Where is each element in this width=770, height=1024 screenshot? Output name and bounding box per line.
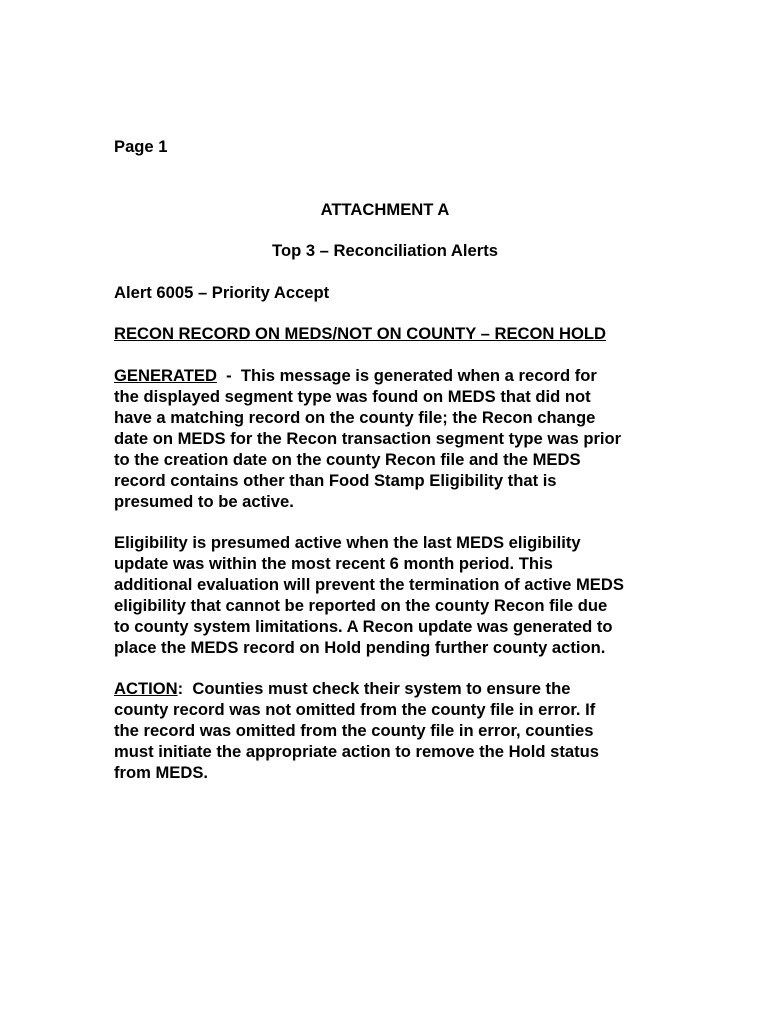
section-heading: RECON RECORD ON MEDS/NOT ON COUNTY – RECON HOLD	[114, 324, 607, 343]
action-line: from MEDS.	[114, 763, 209, 782]
action-line: the record was omitted from the county file in error, counties	[114, 721, 594, 740]
action-first-line	[114, 678, 570, 699]
eligibility-line: place the MEDS record on Hold pending further county action.	[114, 638, 606, 657]
generated-line: have a matching record on the county file; the Recon change	[114, 408, 596, 427]
subtitle: Top 3 – Reconciliation Alerts	[272, 241, 498, 260]
action-line: must initiate the appropriate action to remove the Hold status	[114, 742, 599, 761]
eligibility-line: update was within the most recent 6 month period. This	[114, 554, 553, 573]
eligibility-line: additional evaluation will prevent the termination of active MEDS	[114, 575, 624, 594]
eligibility-line: eligibility that cannot be reported on the county Recon file due	[114, 596, 608, 615]
action-label: ACTION	[114, 679, 178, 698]
attachment-title: ATTACHMENT A	[320, 200, 450, 219]
generated-line: record contains other than Food Stamp Eligibility that is	[114, 471, 557, 490]
eligibility-line: Eligibility is presumed active when the last MEDS eligibility	[114, 533, 581, 552]
generated-label: GENERATED	[114, 366, 217, 385]
generated-line: presumed to be active.	[114, 492, 294, 511]
generated-line: - This message is generated when a record for	[216, 366, 597, 385]
page-label: Page 1	[114, 137, 168, 156]
action-line: : Counties must check their system to ensure the	[177, 679, 571, 698]
generated-line: the displayed segment type was found on MEDS that did not	[114, 387, 591, 406]
eligibility-line: to county system limitations. A Recon update was generated to	[114, 617, 613, 636]
alert-title: Alert 6005 – Priority Accept	[114, 283, 330, 302]
generated-first-line	[114, 365, 597, 386]
generated-line: date on MEDS for the Recon transaction segment type was prior	[114, 429, 622, 448]
action-line: county record was not omitted from the county file in error. If	[114, 700, 596, 719]
generated-line: to the creation date on the county Recon file and the MEDS	[114, 450, 581, 469]
